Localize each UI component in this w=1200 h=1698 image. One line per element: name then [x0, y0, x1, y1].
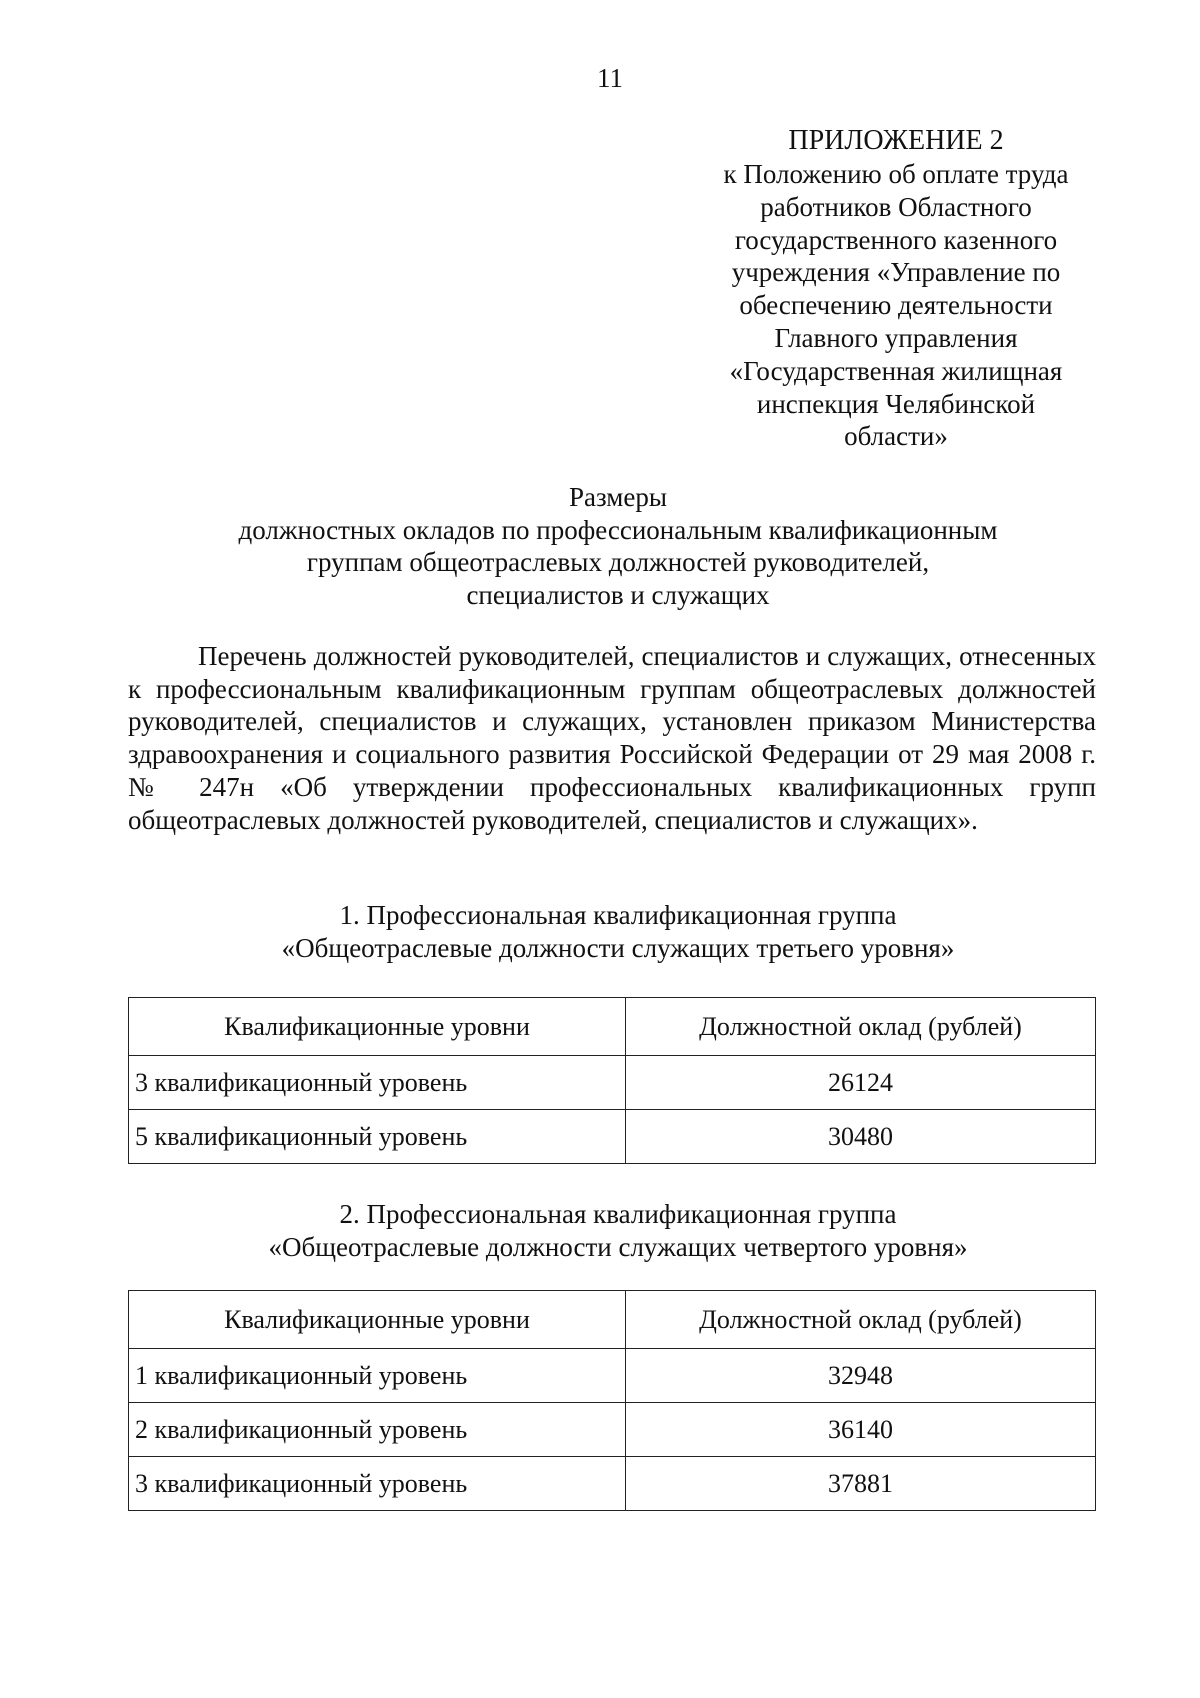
table-row	[129, 1457, 1096, 1511]
group-2-heading	[128, 1198, 1108, 1263]
column-header-salary: Должностной оклад (рублей)	[626, 1291, 1096, 1349]
group-2-table	[128, 1290, 1096, 1511]
title-line: группам общеотраслевых должностей руководителей,	[306, 547, 930, 577]
title-line: Размеры	[569, 482, 667, 512]
group-heading-line: 2. Профессиональная квалификационная группа	[339, 1199, 897, 1229]
group-1-table	[128, 997, 1096, 1164]
annex-title: ПРИЛОЖЕНИЕ 2	[788, 125, 1004, 156]
group-heading-line: «Общеотраслевые должности служащих третьего уровня»	[281, 932, 955, 963]
annex-line: Главного управления	[774, 322, 1018, 353]
page-number: 11	[597, 63, 623, 93]
salary-cell: 37881	[626, 1457, 1096, 1511]
intro-paragraph: Перечень должностей руководителей, специалистов и служащих, отнесенных к профессиональным квалификационным группам общеотраслевых должностей руководителей, специалистов и служащих, установлен приказом Министерства здравоохранения и социального развития Российской Федерации от 29 мая 2008 г. № 247н «Об утверждении профессиональных квалификационных групп общеотраслевых должностей руководителей, специалистов и служащих».	[128, 641, 1096, 835]
title-line: специалистов и служащих	[466, 579, 770, 610]
annex-line: «Государственная жилищная	[729, 355, 1063, 386]
annex-line: области»	[844, 421, 948, 452]
level-cell: 2 квалификационный уровень	[129, 1403, 626, 1457]
annex-line: к Положению об оплате труда	[723, 159, 1069, 189]
level-cell: 3 квалификационный уровень	[129, 1457, 626, 1511]
annex-block	[696, 124, 1096, 453]
level-cell: 1 квалификационный уровень	[129, 1349, 626, 1403]
table-header-row	[129, 998, 1096, 1056]
salary-cell: 30480	[626, 1110, 1096, 1164]
salary-cell: 26124	[626, 1056, 1096, 1110]
title-line: должностных окладов по профессиональным квалификационным	[238, 514, 998, 545]
level-cell: 5 квалификационный уровень	[129, 1110, 626, 1164]
annex-line: работников Областного	[760, 191, 1032, 222]
group-heading-line: «Общеотраслевые должности служащих четвертого уровня»	[268, 1231, 968, 1262]
table-row	[129, 1403, 1096, 1457]
table-row	[129, 1056, 1096, 1110]
group-heading-line: 1. Профессиональная квалификационная группа	[339, 900, 897, 930]
document-title	[128, 481, 1108, 611]
annex-line: обеспечению деятельности	[739, 290, 1053, 321]
table-row	[129, 1349, 1096, 1403]
column-header-levels: Квалификационные уровни	[129, 1291, 626, 1349]
annex-line: учреждения «Управление по	[731, 257, 1061, 288]
level-cell: 3 квалификационный уровень	[129, 1056, 626, 1110]
column-header-salary: Должностной оклад (рублей)	[626, 998, 1096, 1056]
annex-line: инспекция Челябинской	[756, 388, 1036, 419]
salary-cell: 32948	[626, 1349, 1096, 1403]
table-header-row	[129, 1291, 1096, 1349]
group-1-heading	[128, 899, 1108, 964]
table-row	[129, 1110, 1096, 1164]
salary-cell: 36140	[626, 1403, 1096, 1457]
annex-line: государственного казенного	[734, 224, 1058, 255]
column-header-levels: Квалификационные уровни	[129, 998, 626, 1056]
